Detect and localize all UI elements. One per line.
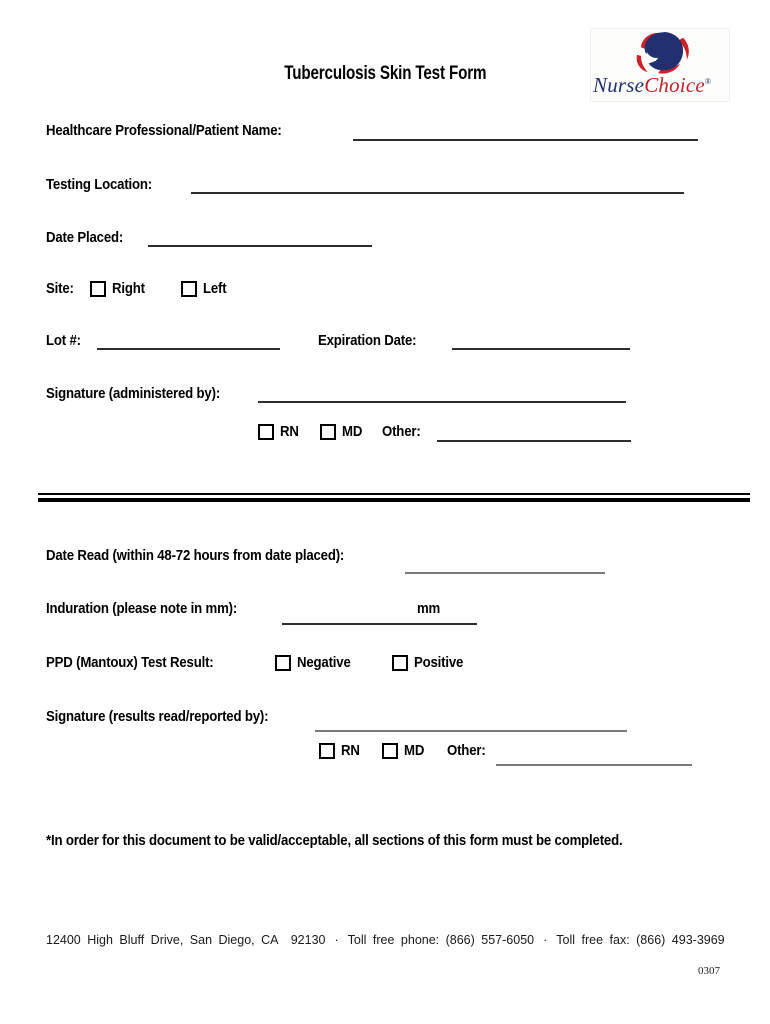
lot-number-input-line[interactable] [97,348,280,350]
results-rn-label: RN [341,742,360,759]
expiration-date-label: Expiration Date: [318,332,417,349]
result-positive-label: Positive [414,654,464,671]
footer-phone: Toll free phone: (866) 557-6050 [347,933,535,947]
footer-separator-dot: · [334,933,339,947]
results-other-input-line[interactable] [496,764,692,766]
nursechoice-swirl-icon [631,31,693,75]
induration-unit-label: mm [417,600,441,617]
results-rn-checkbox[interactable] [319,743,335,759]
site-right-checkbox[interactable] [90,281,106,297]
site-right-label: Right [112,280,145,297]
site-left-label: Left [203,280,227,297]
administered-rn-label: RN [280,423,299,440]
form-code: 0307 [698,965,720,977]
logo-word-choice: Choice [644,73,705,97]
induration-label: Induration (please note in mm): [46,600,238,617]
section-divider [38,493,750,502]
nursechoice-wordmark [593,73,711,98]
date-placed-label: Date Placed: [46,229,124,246]
site-label: Site: [46,280,74,297]
date-read-label: Date Read (within 48-72 hours from date placed): [46,547,345,564]
registered-trademark-icon: ® [704,77,712,86]
signature-administered-label: Signature (administered by): [46,385,221,402]
result-negative-checkbox[interactable] [275,655,291,671]
validity-footnote: *In order for this document to be valid/acceptable, all sections of this form must be completed. [46,832,623,849]
footer-address: 12400 High Bluff Drive, San Diego, CA 92130 [46,933,326,947]
results-md-label: MD [404,742,425,759]
site-left-checkbox[interactable] [181,281,197,297]
footer-contact-line [46,933,725,947]
page-title: Tuberculosis Skin Test Form [283,63,487,84]
administered-md-label: MD [342,423,363,440]
footer-fax: Toll free fax: (866) 493-3969 [556,933,725,947]
results-md-checkbox[interactable] [382,743,398,759]
administered-md-checkbox[interactable] [320,424,336,440]
patient-name-label: Healthcare Professional/Patient Name: [46,122,282,139]
testing-location-label: Testing Location: [46,176,153,193]
date-placed-input-line[interactable] [148,245,372,247]
administered-rn-checkbox[interactable] [258,424,274,440]
logo-word-nurse: Nurse [593,73,645,97]
patient-name-input-line[interactable] [353,139,698,141]
ppd-result-label: PPD (Mantoux) Test Result: [46,654,214,671]
testing-location-input-line[interactable] [191,192,684,194]
signature-results-input-line[interactable] [315,730,627,732]
date-read-input-line[interactable] [405,572,605,574]
signature-administered-input-line[interactable] [258,401,626,403]
result-positive-checkbox[interactable] [392,655,408,671]
footer-separator-dot: · [543,933,548,947]
signature-results-label: Signature (results read/reported by): [46,708,269,725]
expiration-date-input-line[interactable] [452,348,630,350]
induration-input-line[interactable] [282,623,477,625]
result-negative-label: Negative [297,654,351,671]
administered-other-input-line[interactable] [437,440,631,442]
administered-other-label: Other: [382,423,421,440]
results-other-label: Other: [447,742,486,759]
lot-number-label: Lot #: [46,332,81,349]
nursechoice-logo [590,28,730,102]
